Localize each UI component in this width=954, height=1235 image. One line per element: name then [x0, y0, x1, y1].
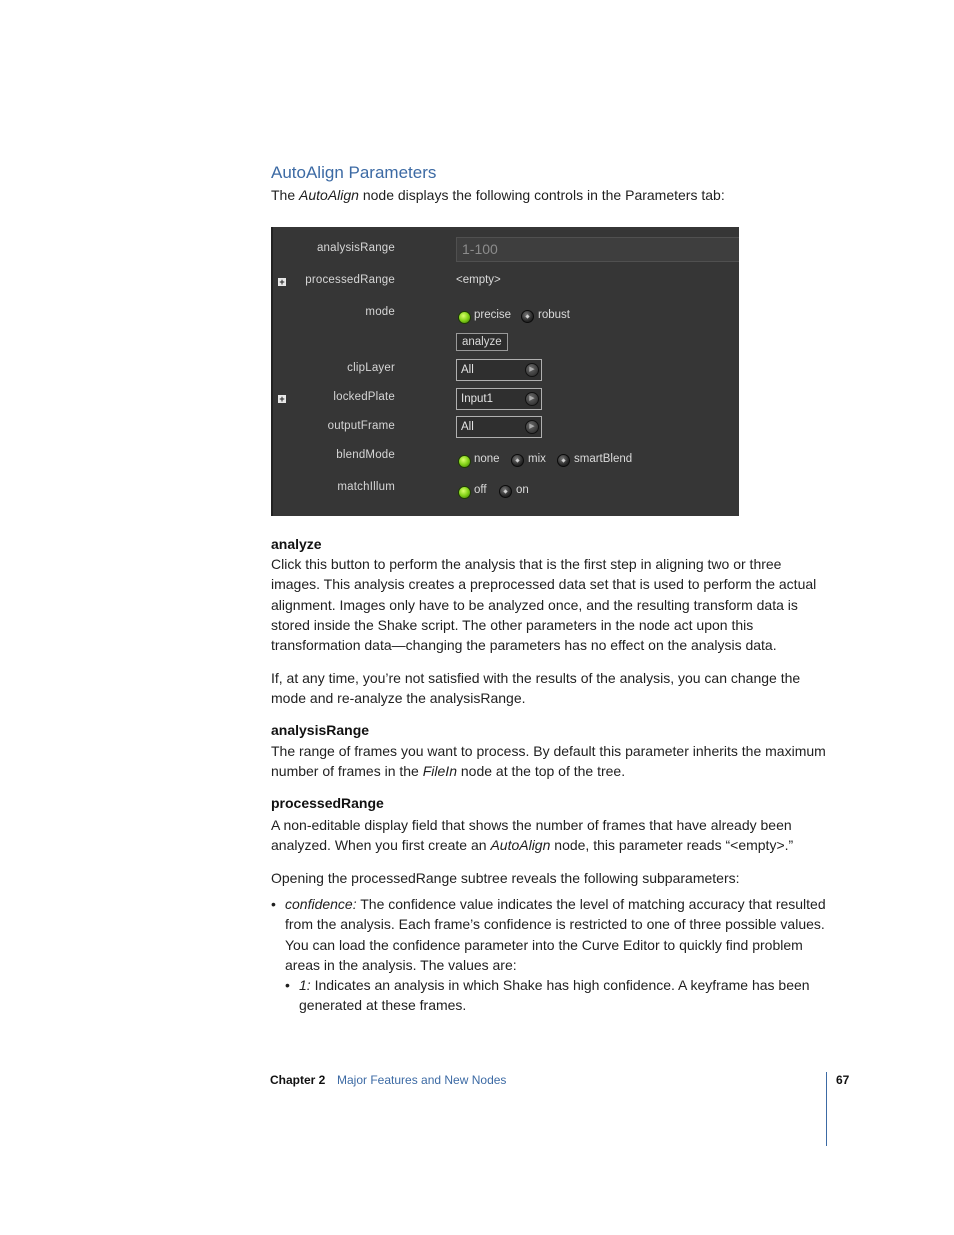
confidence-text: The confidence value indicates the level of matching accuracy that resulted from the analysis. Each frame’s confidence is restricted to one of three possible values. You can load the confidence parameter into the Curve Editor to quickly find problem areas in the analysis. The values are:	[285, 896, 826, 973]
analysis-range-field[interactable]: 1-100	[456, 237, 739, 262]
processed-range-value: <empty>	[456, 274, 501, 286]
processed-range-heading: processedRange	[271, 795, 384, 811]
analyze-paragraph: Click this button to perform the analysis that is the first step in aligning two or three images. This analysis creates a preprocessed data set that is used to perform the actual alignment. Images only have to be analyzed once, and the resulting transform data is stored inside the Shake script. The other parameters in the node act upon this transformation data—changing the parameters has no effect on the analysis data.	[271, 556, 817, 654]
match-illum-on-label: on	[516, 484, 529, 496]
output-frame-dropdown[interactable]	[456, 416, 542, 438]
footer-chapter: Chapter 2	[270, 1073, 326, 1087]
value-one-term: 1:	[299, 977, 311, 993]
label-analysis-range: analysisRange	[316, 242, 395, 254]
analyze-heading: analyze	[271, 536, 322, 552]
intro-text-end: node displays the following controls in the Parameters tab:	[358, 187, 725, 203]
value-one-text: Indicates an analysis in which Shake has high confidence. A keyframe has been generated at these frames.	[299, 977, 810, 1014]
page-number: 67	[836, 1073, 850, 1087]
blend-mix-radio[interactable]	[511, 454, 524, 467]
expand-processed-range-icon[interactable]: +	[279, 277, 285, 287]
confidence-term: confidence:	[285, 896, 357, 912]
dropdown-arrow-icon: ▶	[525, 420, 539, 434]
label-blend-mode: blendMode	[336, 449, 395, 461]
processed-range-text: A non-editable display field that shows the number of frames that have already been analyzed. When you first create an	[271, 817, 792, 854]
clip-layer-value: All	[461, 364, 474, 376]
analyze-button[interactable]: analyze	[456, 333, 508, 351]
mode-robust-label: robust	[538, 309, 570, 321]
analyze-paragraph-2: If, at any time, you’re not satisfied with the results of the analysis, you can change the mode and re-analyze the analysisRange.	[271, 670, 801, 707]
analysis-range-heading: analysisRange	[271, 722, 370, 738]
label-mode: mode	[365, 306, 395, 318]
match-illum-off-radio[interactable]	[458, 486, 471, 499]
intro-node-name: AutoAlign	[299, 187, 359, 203]
parameters-panel	[271, 227, 739, 516]
locked-plate-dropdown[interactable]	[456, 388, 542, 410]
blend-none-label: none	[474, 453, 500, 465]
mode-robust-radio[interactable]	[521, 310, 534, 323]
section-heading: AutoAlign Parameters	[271, 163, 437, 182]
label-match-illum: matchIllum	[337, 481, 395, 493]
dropdown-arrow-icon: ▶	[525, 392, 539, 406]
filein-node-name: FileIn	[422, 763, 457, 780]
analysis-range-text-end: node at the top of the tree.	[456, 763, 626, 780]
blend-smartblend-radio[interactable]	[557, 454, 570, 467]
value-one-bullet	[299, 975, 827, 1016]
match-illum-off-label: off	[474, 484, 487, 496]
label-clip-layer: clipLayer	[347, 362, 395, 374]
mode-precise-label: precise	[474, 309, 512, 321]
analysis-range-text: The range of frames you want to process. By default this parameter inherits the maximum number of frames in the	[271, 743, 826, 780]
blend-smartblend-label: smartBlend	[574, 453, 633, 465]
label-locked-plate: lockedPlate	[333, 391, 395, 403]
dropdown-arrow-icon: ▶	[525, 363, 539, 377]
footer-chapter-title: Major Features and New Nodes	[337, 1073, 507, 1087]
confidence-bullet	[285, 894, 827, 975]
output-frame-value: All	[461, 421, 474, 433]
autoalign-node-name: AutoAlign	[490, 837, 551, 854]
label-output-frame: outputFrame	[327, 420, 395, 432]
locked-plate-value: Input1	[461, 393, 493, 405]
footer-divider	[826, 1072, 827, 1146]
intro-paragraph	[271, 185, 725, 205]
processed-range-paragraph	[271, 815, 827, 856]
mode-precise-radio[interactable]	[458, 311, 471, 324]
label-processed-range: processedRange	[305, 274, 395, 286]
processed-range-text-end: node, this parameter reads “<empty>.”	[550, 837, 794, 854]
subtree-paragraph: Opening the processedRange subtree reveals the following subparameters:	[271, 870, 740, 886]
intro-text: The	[271, 187, 300, 203]
clip-layer-dropdown[interactable]	[456, 359, 542, 381]
expand-locked-plate-icon[interactable]: +	[279, 394, 285, 404]
blend-mix-label: mix	[528, 453, 546, 465]
sub-bullet-symbol: •	[285, 977, 290, 993]
analysis-range-paragraph	[271, 741, 827, 782]
blend-none-radio[interactable]	[458, 455, 471, 468]
match-illum-on-radio[interactable]	[499, 485, 512, 498]
bullet-symbol: •	[271, 896, 276, 912]
